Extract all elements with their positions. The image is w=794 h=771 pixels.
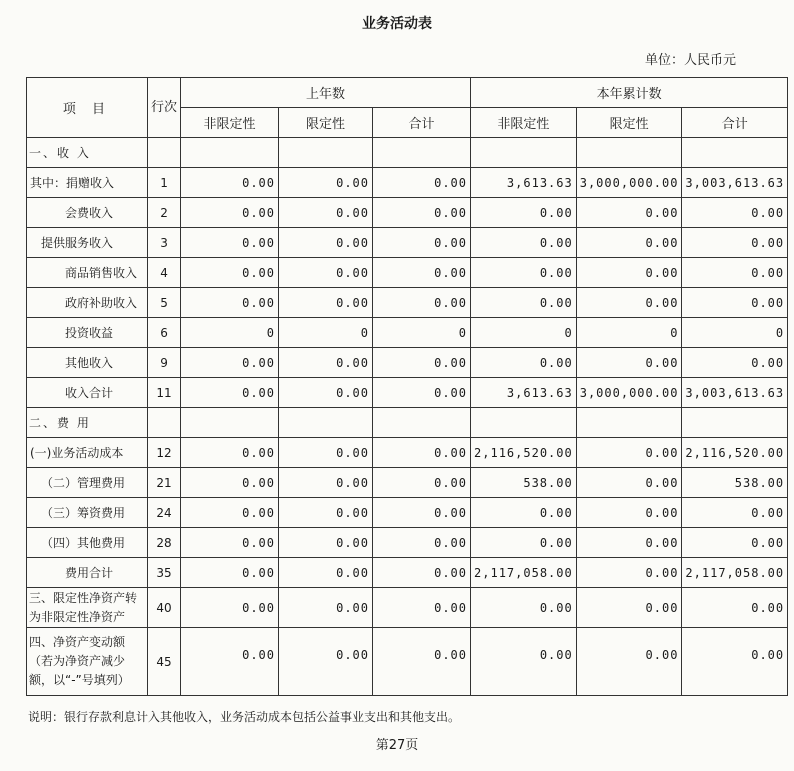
row-value: 0.00 — [279, 258, 373, 288]
row-value: 0.00 — [682, 528, 788, 558]
row-value: 0.00 — [576, 228, 682, 258]
row-value — [682, 408, 788, 438]
row-value: 0.00 — [682, 198, 788, 228]
row-line-no: 1 — [148, 168, 181, 198]
row-value: 2,117,058.00 — [682, 558, 788, 588]
row-line-no — [148, 408, 181, 438]
row-value — [373, 138, 471, 168]
table-row — [27, 198, 788, 228]
row-value: 0.00 — [279, 438, 373, 468]
row-value — [576, 408, 682, 438]
row-line-no: 28 — [148, 528, 181, 558]
row-label: 会费收入 — [27, 198, 148, 228]
row-value: 0.00 — [373, 498, 471, 528]
row-value: 0.00 — [279, 588, 373, 628]
row-value: 0.00 — [181, 228, 279, 258]
header-item: 项 目 — [27, 78, 148, 138]
row-value: 0.00 — [576, 628, 682, 696]
row-value: 0.00 — [576, 348, 682, 378]
row-value: 0.00 — [576, 438, 682, 468]
activity-table — [26, 77, 788, 696]
row-value: 0.00 — [279, 558, 373, 588]
row-label: 商品销售收入 — [27, 258, 148, 288]
row-line-no: 35 — [148, 558, 181, 588]
row-value: 538.00 — [682, 468, 788, 498]
report-title: 业务活动表 — [362, 16, 432, 32]
row-line-no: 5 — [148, 288, 181, 318]
row-value: 0.00 — [181, 498, 279, 528]
row-value: 3,613.63 — [471, 378, 577, 408]
row-value: 0.00 — [373, 168, 471, 198]
row-label: （四）其他费用 — [27, 528, 148, 558]
table-row — [27, 408, 788, 438]
row-value: 0.00 — [373, 258, 471, 288]
row-line-no — [148, 138, 181, 168]
row-line-no: 24 — [148, 498, 181, 528]
row-label: (一)业务活动成本 — [27, 438, 148, 468]
table-row — [27, 628, 788, 696]
row-line-no: 12 — [148, 438, 181, 468]
row-value: 0.00 — [682, 588, 788, 628]
table-row — [27, 228, 788, 258]
row-value: 0.00 — [181, 288, 279, 318]
row-value: 0.00 — [576, 288, 682, 318]
row-line-no: 4 — [148, 258, 181, 288]
row-value — [373, 408, 471, 438]
row-line-no: 2 — [148, 198, 181, 228]
row-label: （三）筹资费用 — [27, 498, 148, 528]
row-value: 3,000,000.00 — [576, 378, 682, 408]
row-value — [181, 138, 279, 168]
row-value: 0 — [279, 318, 373, 348]
header-current-unrestricted: 非限定性 — [471, 108, 577, 138]
table-row — [27, 258, 788, 288]
row-value: 0 — [471, 318, 577, 348]
row-label: 费用合计 — [27, 558, 148, 588]
row-label: 收入合计 — [27, 378, 148, 408]
row-value — [576, 138, 682, 168]
row-value: 0.00 — [181, 258, 279, 288]
row-value — [471, 138, 577, 168]
row-value: 0.00 — [373, 628, 471, 696]
row-value: 0.00 — [373, 288, 471, 318]
row-value: 0 — [373, 318, 471, 348]
table-row — [27, 528, 788, 558]
row-value: 0.00 — [682, 628, 788, 696]
header-current-restricted: 限定性 — [576, 108, 682, 138]
row-value — [682, 138, 788, 168]
table-row — [27, 588, 788, 628]
row-line-no: 3 — [148, 228, 181, 258]
row-value: 0.00 — [471, 628, 577, 696]
row-value: 3,003,613.63 — [682, 168, 788, 198]
row-value: 0.00 — [181, 168, 279, 198]
row-line-no: 40 — [148, 588, 181, 628]
row-label: （二）管理费用 — [27, 468, 148, 498]
row-value: 0.00 — [373, 558, 471, 588]
table-row — [27, 348, 788, 378]
table-row — [27, 558, 788, 588]
row-value: 0.00 — [279, 528, 373, 558]
row-value: 2,116,520.00 — [682, 438, 788, 468]
header-prior-restricted: 限定性 — [279, 108, 373, 138]
row-value: 0.00 — [279, 348, 373, 378]
row-label: 政府补助收入 — [27, 288, 148, 318]
row-value: 0.00 — [373, 198, 471, 228]
row-value: 0.00 — [373, 468, 471, 498]
row-label: 投资收益 — [27, 318, 148, 348]
row-value: 0.00 — [279, 288, 373, 318]
row-value: 0 — [576, 318, 682, 348]
row-label: 一、收 入 — [27, 138, 148, 168]
header-prior-total: 合计 — [373, 108, 471, 138]
row-value: 0.00 — [471, 588, 577, 628]
row-line-no: 45 — [148, 628, 181, 696]
row-value: 0.00 — [576, 468, 682, 498]
footnote: 说明：银行存款利息计入其他收入，业务活动成本包括公益事业支出和其他支出。 — [28, 710, 461, 724]
header-prior-year: 上年数 — [181, 78, 471, 108]
row-value: 0.00 — [373, 588, 471, 628]
row-value: 0.00 — [373, 438, 471, 468]
row-value: 0.00 — [373, 228, 471, 258]
header-current-year: 本年累计数 — [471, 78, 788, 108]
row-value: 0.00 — [576, 198, 682, 228]
table-row — [27, 378, 788, 408]
row-value: 0 — [181, 318, 279, 348]
table-row — [27, 318, 788, 348]
row-value: 0.00 — [181, 528, 279, 558]
row-value: 0.00 — [471, 198, 577, 228]
row-value: 0.00 — [181, 468, 279, 498]
row-label: 二、费 用 — [27, 408, 148, 438]
row-value: 538.00 — [471, 468, 577, 498]
table-row — [27, 438, 788, 468]
table-row — [27, 498, 788, 528]
row-line-no: 21 — [148, 468, 181, 498]
row-value: 0.00 — [682, 498, 788, 528]
row-label: 四、净资产变动额（若为净资产减少额，以“-”号填列） — [27, 628, 148, 696]
row-value: 3,613.63 — [471, 168, 577, 198]
table-row — [27, 468, 788, 498]
row-value: 0.00 — [373, 348, 471, 378]
row-value: 0.00 — [682, 348, 788, 378]
row-value: 0.00 — [279, 228, 373, 258]
row-value: 0.00 — [181, 588, 279, 628]
row-value: 0.00 — [471, 498, 577, 528]
row-value: 2,117,058.00 — [471, 558, 577, 588]
row-value: 0.00 — [373, 378, 471, 408]
row-value: 2,116,520.00 — [471, 438, 577, 468]
row-value: 0.00 — [682, 228, 788, 258]
row-label: 其中：捐赠收入 — [27, 168, 148, 198]
row-value: 0.00 — [471, 228, 577, 258]
row-value: 0.00 — [471, 288, 577, 318]
header-line-no: 行次 — [148, 78, 181, 138]
table-row — [27, 138, 788, 168]
row-value: 3,000,000.00 — [576, 168, 682, 198]
row-label: 三、限定性净资产转为非限定性净资产 — [27, 588, 148, 628]
row-value: 0.00 — [576, 558, 682, 588]
row-value: 0.00 — [279, 628, 373, 696]
row-value: 0 — [682, 318, 788, 348]
header-prior-unrestricted: 非限定性 — [181, 108, 279, 138]
row-line-no: 9 — [148, 348, 181, 378]
row-value — [471, 408, 577, 438]
row-value: 3,003,613.63 — [682, 378, 788, 408]
row-line-no: 11 — [148, 378, 181, 408]
row-value: 0.00 — [471, 258, 577, 288]
row-value: 0.00 — [181, 438, 279, 468]
row-value: 0.00 — [279, 378, 373, 408]
row-value: 0.00 — [181, 198, 279, 228]
row-value: 0.00 — [181, 558, 279, 588]
currency-unit: 单位：人民币元 — [644, 53, 736, 68]
row-value — [181, 408, 279, 438]
row-value: 0.00 — [181, 378, 279, 408]
row-value: 0.00 — [682, 288, 788, 318]
row-line-no: 6 — [148, 318, 181, 348]
table-row — [27, 168, 788, 198]
table-row — [27, 288, 788, 318]
row-value: 0.00 — [373, 528, 471, 558]
row-value: 0.00 — [682, 258, 788, 288]
row-value — [279, 408, 373, 438]
row-value: 0.00 — [576, 258, 682, 288]
row-value: 0.00 — [471, 348, 577, 378]
row-value: 0.00 — [279, 168, 373, 198]
row-value: 0.00 — [279, 498, 373, 528]
page-number: 第27页 — [375, 738, 419, 753]
row-value: 0.00 — [576, 528, 682, 558]
header-current-total: 合计 — [682, 108, 788, 138]
row-value — [279, 138, 373, 168]
row-value: 0.00 — [576, 588, 682, 628]
row-value: 0.00 — [181, 628, 279, 696]
row-value: 0.00 — [181, 348, 279, 378]
row-value: 0.00 — [279, 198, 373, 228]
row-value: 0.00 — [471, 528, 577, 558]
row-label: 其他收入 — [27, 348, 148, 378]
row-value: 0.00 — [279, 468, 373, 498]
row-value: 0.00 — [576, 498, 682, 528]
row-label: 提供服务收入 — [27, 228, 148, 258]
